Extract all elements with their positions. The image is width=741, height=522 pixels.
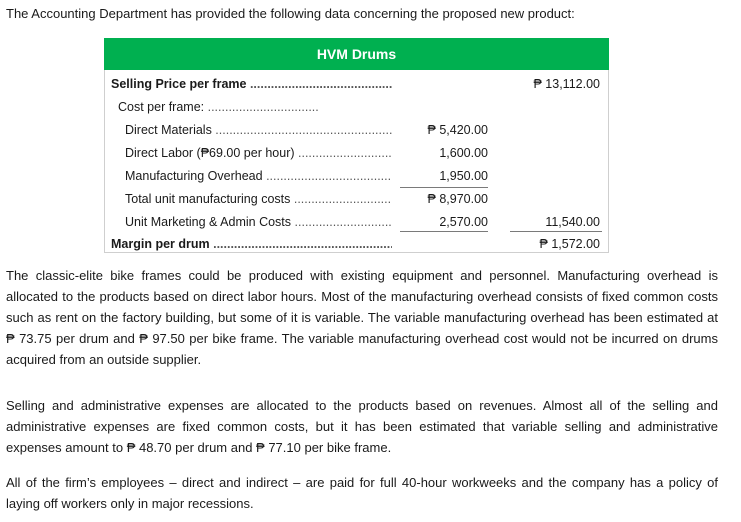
- total-column-rule: [510, 231, 602, 232]
- subtotal-rule: [400, 187, 488, 188]
- cost-per-frame-label: [118, 99, 318, 115]
- direct-labor-label: Direct Labor (₱69.00 per hour) .....: [125, 145, 392, 161]
- total-mfg-label: Total unit manufacturing costs .....: [125, 191, 392, 207]
- paragraph-selling-admin: Selling and administrative expenses are allocated to the products based on revenues. Almost all of the selling and administrative expenses are fixed common costs, but it has been estimated that variable selling and administrative expenses amount to ₱ 48.70 per drum and ₱ 77.10 per bike frame.: [6, 398, 718, 455]
- cost-column-rule: [400, 231, 488, 232]
- margin-label: Margin per drum .....: [111, 236, 392, 252]
- selling-price-value: ₱ 13,112.00: [533, 77, 600, 91]
- table-title: HVM Drums: [104, 38, 609, 70]
- direct-materials-value: ₱ 5,420.00: [427, 123, 488, 137]
- direct-labor-value: 1,600.00: [439, 146, 488, 160]
- direct-materials-label: Direct Materials .....: [125, 122, 392, 138]
- marketing-label: Unit Marketing & Admin Costs .....: [125, 214, 392, 230]
- selling-price-label: Selling Price per frame .....: [111, 76, 392, 92]
- intro-text: The Accounting Department has provided the following data concerning the proposed new product:: [6, 6, 575, 21]
- cost-per-frame-text: Cost per frame:: [118, 100, 205, 114]
- cost-table: [104, 38, 609, 254]
- overhead-label: Manufacturing Overhead .....: [125, 168, 392, 184]
- margin-value: ₱ 1,572.00: [539, 237, 600, 251]
- overhead-value: 1,950.00: [439, 169, 488, 183]
- paragraph-employees: All of the firm’s employees – direct and indirect – are paid for full 40-hour workweeks and the company has a policy of laying off workers only in major recessions.: [6, 475, 718, 511]
- total-mfg-value: ₱ 8,970.00: [427, 192, 488, 206]
- paragraph-overhead: The classic-elite bike frames could be produced with existing equipment and personnel. Manufacturing overhead is allocated to the products based on direct labor hours. Most of the manufacturing overhead consists of fixed common costs such as rent on the factory building, but some of it is variable. The variable manufacturing overhead has been estimated at ₱ 73.75 per drum and ₱ 97.50 per bike frame. The variable manufacturing overhead cost would not be incurred on drums acquired from an outside supplier.: [6, 268, 718, 367]
- total-cost-value: 11,540.00: [545, 215, 600, 229]
- marketing-value: 2,570.00: [439, 215, 488, 229]
